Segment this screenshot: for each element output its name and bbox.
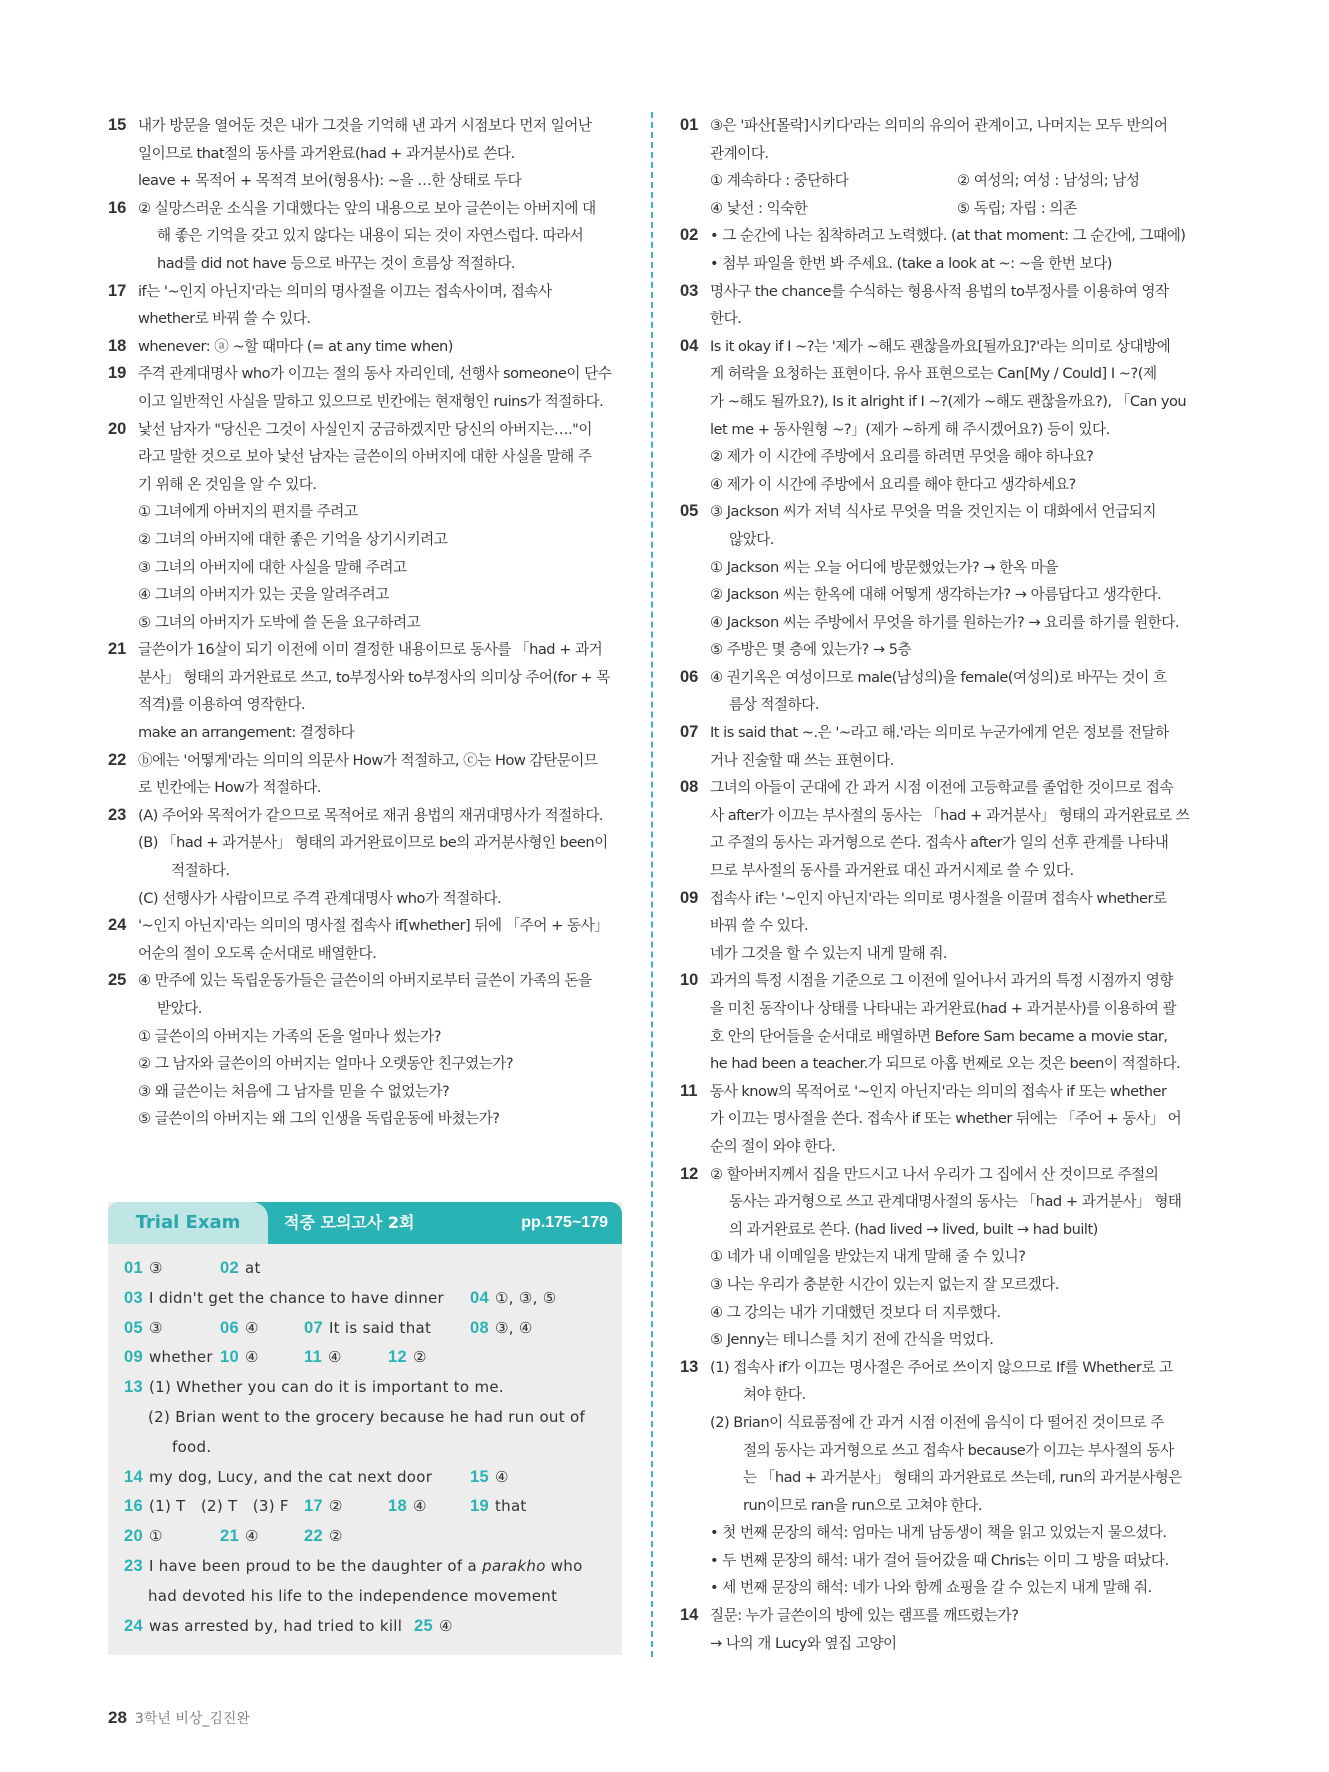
text-line: 가 이끄는 명사절을 쓴다. 접속사 if 또는 whether 뒤에는 「주어 + 동사」 어 [710,1110,1182,1128]
answer-value: whether [148,1348,213,1367]
answer-line: who [545,1556,583,1575]
text-line: had를 did not have 등으로 바꾸는 것이 흐름상 적절하다. [157,254,516,272]
text-line: 고 주절의 동사는 과거형으로 쓴다. 접속사 after가 일의 선후 관계를 나타내 [710,834,1169,852]
text-line: ⑤ 글쓴이의 아버지는 왜 그의 인생을 독립운동에 바쳤는가? [138,1110,500,1128]
explanation-item [680,664,1202,719]
answer-number: 16 [124,1497,143,1516]
option-pair-row [710,167,1202,195]
text-line: → 나의 개 Lucy와 옆집 고양이 [710,1634,897,1652]
item-number: 13 [680,1357,699,1376]
text-line: ③은 '파산[몰락]시키다'라는 의미의 유의어 관계이고, 나머지는 모두 반의어 [710,117,1168,134]
explanation-item [680,774,1202,884]
text-line: 라고 말한 것으로 보아 낯선 남자는 글쓴이의 아버지에 대한 사실을 말해 주 [138,448,592,466]
text-line: 동사 know의 목적어로 '~인지 아닌지'라는 의미의 접속사 if 또는 whether [710,1082,1167,1100]
text-line: 가 ~해도 될까요?), Is it alright if I ~?(제가 ~해도 괜찮을까요?), 「Can you [710,392,1187,410]
text-line: • 그 순간에 나는 침착하려고 노력했다. (at that moment: 그 순간에, 그때에) [710,227,1186,245]
item-number: 11 [680,1081,698,1100]
explanation-item [108,912,626,967]
text-line: ④ Jackson 씨는 주방에서 무엇을 하기를 원하는가? → 요리를 하기를 원한다. [710,613,1180,631]
answer-number: 20 [124,1527,143,1546]
answer-number: 01 [124,1259,143,1277]
answer-value: ③ [148,1318,163,1337]
answer-13 [124,1373,606,1462]
answer-number: 11 [304,1348,323,1367]
explanation-item [680,1354,1202,1602]
answer-value: ③, ④ [494,1318,533,1337]
text-line: 름상 적절하다. [729,696,819,714]
option-text: ① 계속하다 : 중단하다 [710,172,849,190]
answer-row [124,1492,606,1522]
answer-number: 02 [220,1259,239,1277]
text-line: 글쓴이가 16살이 되기 이전에 이미 결정한 내용이므로 동사를 「had + 과거 [138,641,603,659]
item-number: 19 [108,364,127,383]
page-number: 28 [108,1708,127,1727]
item-number: 04 [680,336,699,355]
answer-value: ④ [494,1467,509,1486]
column-divider [651,112,653,1657]
text-line: ③ 왜 글쓴이는 처음에 그 남자를 믿을 수 없었는가? [138,1082,450,1100]
item-number: 02 [680,226,699,245]
explanation-item [108,360,626,415]
item-number: 10 [680,971,699,990]
item-number: 06 [680,667,699,686]
text-line: 로 빈칸에는 How가 적절하다. [138,779,321,797]
answer-value: ① [148,1527,163,1546]
text-line: 네가 그것을 할 수 있는지 내게 말해 줘. [710,944,948,962]
text-line: 의 과거완료로 쓴다. (had lived → lived, built → had built) [729,1220,1098,1238]
text-line: ④ 제가 이 시간에 주방에서 요리를 해야 한다고 생각하세요? [710,475,1076,493]
explanation-item [680,333,1202,499]
explanation-item [108,112,626,195]
text-line: ② 할아버지께서 집을 만드시고 나서 우리가 그 집에서 산 것이므로 주절의 [710,1165,1159,1183]
item-number: 18 [108,336,127,355]
answer-italic-word: parakho [482,1556,546,1575]
text-line: (2) Brian이 식료품점에 간 과거 시점 이전에 음식이 다 떨어진 것이므로 주 [710,1413,1164,1431]
text-line: 질문: 누가 글쓴이의 방에 있는 램프를 깨뜨렸는가? [710,1607,1019,1625]
text-line: '~인지 아닌지'라는 의미의 명사절 접속사 if[whether] 뒤에 「주어 + 동사」 [138,917,609,935]
answer-number: 09 [124,1348,143,1367]
answer-value: ② [412,1348,427,1367]
explanation-item [108,747,626,802]
text-line: leave + 목적어 + 목적격 보어(형용사): ~을 …한 상태로 두다 [138,172,522,190]
answer-number: 21 [220,1527,239,1546]
text-line: let me + 동사원형 ~?」(제가 ~하게 해 주시겠어요?) 등이 있다. [710,420,1110,438]
item-number: 14 [680,1606,699,1625]
explanation-item [680,278,1202,333]
text-line: 을 미친 동작이나 상태를 나타내는 과거완료(had + 과거분사)를 이용하여 괄 [710,1000,1177,1017]
answer-23 [124,1552,606,1612]
option-text: ⑤ 독립; 자립 : 의존 [957,199,1077,217]
answer-number: 08 [470,1318,489,1337]
text-line: 내가 방문을 열어둔 것은 내가 그것을 기억해 낸 과거 시점보다 먼저 일어난 [138,117,592,134]
explanation-item [680,112,1202,222]
text-line: 분사」 형태의 과거완료로 쓰고, to부정사와 to부정사의 의미상 주어(for + 목 [138,668,610,686]
text-line: 관계이다. [710,144,769,162]
text-line: whether로 바꿔 쓸 수 있다. [138,310,311,328]
text-line: • 첫 번째 문장의 해석: 엄마는 내게 남동생이 책을 읽고 있었는지 물으셨다. [710,1524,1167,1542]
item-number: 01 [680,116,699,134]
text-line: • 첨부 파일을 한번 봐 주세요. (take a look at ~: ~을 한번 보다) [710,254,1112,272]
text-line: (B) 「had + 과거분사」 형태의 과거완료이므로 be의 과거분사형인 been이 [138,834,608,852]
answer-value: ④ [328,1348,342,1367]
answer-row [124,1463,606,1493]
option-pair-row [710,195,1202,223]
answer-number: 25 [414,1616,433,1635]
answer-number: 19 [470,1497,489,1516]
text-line: 과거의 특정 시점을 기준으로 그 이전에 일어나서 과거의 특정 시점까지 영향 [710,972,1173,990]
answer-number: 03 [124,1288,143,1307]
text-line: make an arrangement: 결정하다 [138,724,355,742]
text-line: (C) 선행사가 사람이므로 주격 관계대명사 who가 적절하다. [138,889,502,907]
answer-value: ② [328,1527,343,1546]
answer-value: It is said that [328,1318,432,1337]
text-line: ② 제가 이 시간에 주방에서 요리를 하려면 무엇을 해야 하나요? [710,448,1094,466]
text-line: ⑤ 그녀의 아버지가 도박에 쓸 돈을 요구하려고 [138,613,421,631]
text-line: ④ 그 강의는 내가 기대했던 것보다 더 지루했다. [710,1303,1001,1321]
trial-exam-pages: pp.175~179 [521,1214,608,1231]
text-line: he had been a teacher.가 되므로 아홉 번째로 오는 것은 been이 적절하다. [710,1055,1181,1073]
answer-number: 05 [124,1318,143,1337]
text-line: ⑤ 주방은 몇 층에 있는가? → 5층 [710,641,912,659]
option-text: ④ 낯선 : 익숙한 [710,199,808,217]
item-number: 23 [108,805,127,824]
text-line: ③ Jackson 씨가 저녁 식사로 무엇을 먹을 것인지는 이 대화에서 언급되지 [710,503,1156,521]
trial-exam-tab: Trial Exam [108,1202,268,1244]
item-number: 07 [680,723,699,742]
text-line: 해 좋은 기억을 갖고 있지 않다는 내용이 되는 것이 자연스럽다. 따라서 [157,227,584,245]
text-line: ③ 나는 우리가 충분한 시간이 있는지 없는지 잘 모르겠다. [710,1275,1059,1293]
text-line: It is said that ~.은 '~라고 해.'라는 의미로 누군가에게 얻은 정보를 전달하 [710,724,1169,742]
text-line: ① Jackson 씨는 오늘 어디에 방문했었는가? → 한옥 마을 [710,558,1058,576]
answer-line: (2) Brian went to the grocery because he had run out of [148,1407,586,1426]
answer-row [124,1522,606,1552]
answer-value: (1) T (2) T (3) F [148,1497,289,1516]
text-line: 받았다. [157,1000,202,1017]
answer-number: 06 [220,1318,239,1337]
answer-key [108,1244,622,1641]
text-line: • 세 번째 문장의 해석: 네가 나와 함께 쇼핑을 갈 수 있는지 내게 말해 줘. [710,1579,1152,1597]
answer-value: I didn't get the chance to have dinner [148,1288,445,1307]
text-line: 명사구 the chance를 수식하는 형용사적 용법의 to부정사를 이용하여 영작 [710,282,1169,300]
explanation-item [680,1078,1202,1161]
text-line: ① 네가 내 이메일을 받았는지 내게 말해 줄 수 있니? [710,1248,1026,1266]
text-line: ⑤ Jenny는 테니스를 치기 전에 간식을 먹었다. [710,1331,994,1349]
answer-value: at [244,1259,261,1277]
answer-row [124,1314,606,1344]
answer-row [124,1254,606,1284]
text-line: 않았다. [729,530,774,548]
answer-row [124,1343,606,1373]
item-number: 24 [108,916,127,935]
explanation-item [108,333,626,361]
answer-value: ③ [148,1259,163,1277]
answer-value: ④ [412,1497,427,1516]
answer-value: ①, ③, ⑤ [494,1288,557,1307]
answer-number: 15 [470,1467,489,1486]
explanation-item [680,222,1202,277]
answer-value: ④ [244,1348,259,1367]
text-line: 접속사 if는 '~인지 아닌지'라는 의미로 명사절을 이끌며 접속사 whether로 [710,889,1167,907]
text-line: ① 그녀에게 아버지의 편지를 주려고 [138,503,358,521]
answer-number: 14 [124,1467,143,1486]
answer-value: ④ [438,1616,453,1635]
text-line: if는 '~인지 아닌지'라는 의미의 명사절을 이끄는 접속사이며, 접속사 [138,282,552,300]
explanation-item [680,1161,1202,1354]
item-number: 12 [680,1164,699,1183]
trial-exam-title: 적중 모의고사 2회 [284,1213,415,1232]
explanation-item [680,885,1202,968]
text-line: 낯선 남자가 "당신은 그것이 사실인지 궁금하겠지만 당신의 아버지는…."이 [138,420,592,438]
explanation-item [108,195,626,278]
item-number: 16 [108,198,127,217]
answer-line: had devoted his life to the independence movement [148,1586,558,1605]
text-line: 한다. [710,310,742,328]
answer-value: ② [328,1497,343,1516]
answer-number: 13 [124,1378,143,1397]
answer-number: 24 [124,1616,143,1635]
right-column [680,112,1202,1657]
answer-row [124,1284,606,1314]
footer-text: 3학년 비상_김진완 [134,1711,250,1727]
text-line: 그녀의 아들이 군대에 간 과거 시점 이전에 고등학교를 졸업한 것이므로 접속 [710,779,1173,797]
answer-number: 07 [304,1318,323,1337]
answer-line: food. [172,1437,212,1456]
text-line: 기 위해 온 것임을 알 수 있다. [138,475,317,493]
left-column [108,112,626,1133]
text-line: 므로 부사절의 동사를 과거완료 대신 과거시제로 쓸 수 있다. [710,862,1074,880]
item-number: 05 [680,502,699,521]
explanation-item [680,719,1202,774]
item-number: 08 [680,778,699,797]
text-line: 어순의 절이 오도록 순서대로 배열한다. [138,944,377,962]
text-line: ④ 만주에 있는 독립운동가들은 글쓴이의 아버지로부터 글쓴이 가족의 돈을 [138,972,592,990]
answer-number: 10 [220,1348,239,1367]
item-number: 21 [108,640,127,659]
explanation-item [108,416,626,637]
answer-line: I have been proud to be the daughter of a [148,1556,483,1575]
text-line: 바꿔 쓸 수 있다. [710,917,809,935]
text-line: 절의 동사는 과거형으로 쓰고 접속사 because가 이끄는 부사절의 동사 [743,1441,1174,1459]
answer-number: 22 [304,1527,323,1546]
text-line: 적격)를 이용하여 영작한다. [138,696,306,714]
text-line: 동사는 과거형으로 쓰고 관계대명사절의 동사는 「had + 과거분사」 형태 [729,1193,1182,1211]
text-line: ② 그 남자와 글쓴이의 아버지는 얼마나 오랫동안 친구였는가? [138,1055,514,1073]
explanation-item [108,802,626,912]
text-line: ④ 그녀의 아버지가 있는 곳을 알려주려고 [138,586,389,604]
text-line: • 두 번째 문장의 해석: 내가 걸어 들어갔을 때 Chris는 이미 그 방을 떠났다. [710,1551,1169,1569]
page-footer [108,1708,250,1728]
explanation-item [108,278,626,333]
text-line: (A) 주어와 목적어가 같으므로 목적어로 재귀 용법의 재귀대명사가 적절하다. [138,806,604,824]
answer-value: my dog, Lucy, and the cat next door [148,1467,433,1486]
text-line: ③ 그녀의 아버지에 대한 사실을 말해 주려고 [138,558,407,576]
text-line: 적절하다. [171,862,230,880]
text-line: ② Jackson 씨는 한옥에 대해 어떻게 생각하는가? → 아름답다고 생각한다. [710,586,1162,604]
text-line: ⓑ에는 '어떻게'라는 의미의 의문사 How가 적절하고, ⓒ는 How 감탄문이므 [138,751,598,769]
item-number: 25 [108,971,127,990]
answer-value: ④ [244,1527,259,1546]
text-line: 쳐야 한다. [743,1386,806,1404]
text-line: 게 허락을 요청하는 표현이다. 유사 표현으로는 Can[My / Could] I ~?(제 [710,365,1157,383]
trial-exam-answer-box [108,1202,622,1655]
explanation-item [680,967,1202,1077]
explanation-item [108,636,626,746]
option-text: ② 여성의; 여성 : 남성의; 남성 [957,172,1140,190]
text-line: ④ 권기옥은 여성이므로 male(남성의)을 female(여성의)로 바꾸는 것이 흐 [710,668,1167,686]
item-number: 09 [680,888,699,907]
text-line: 순의 절이 와야 한다. [710,1137,836,1155]
answer-row [124,1612,606,1642]
answer-value: was arrested by, had tried to kill [148,1616,403,1635]
item-number: 22 [108,750,127,769]
explanation-item [108,967,626,1133]
item-number: 15 [108,116,127,134]
answer-number: 23 [124,1556,143,1575]
text-line: 거나 진술할 때 쓰는 표현이다. [710,751,894,769]
text-line: 일이므로 that절의 동사를 과거완료(had + 과거분사)로 쓴다. [138,144,515,162]
text-line: 이고 일반적인 사실을 말하고 있으므로 빈칸에는 현재형인 ruins가 적절하다. [138,392,604,410]
text-line: (1) 접속사 if가 이끄는 명사절은 주어로 쓰이지 않으므로 If를 Whether로 고 [710,1358,1173,1376]
text-line: Is it okay if I ~?는 '제가 ~해도 괜찮을까요[될까요]?'라는 의미로 상대방에 [710,337,1171,355]
item-number: 17 [108,281,127,300]
answer-number: 12 [388,1348,407,1367]
answer-number: 17 [304,1497,323,1516]
answer-number: 18 [388,1497,407,1516]
answer-value: that [494,1497,527,1516]
text-line: 주격 관계대명사 who가 이끄는 절의 동사 자리인데, 선행사 someone이 단수 [138,365,612,383]
text-line: ② 그녀의 아버지에 대한 좋은 기억을 상기시키려고 [138,530,448,548]
explanation-item [680,1602,1202,1657]
text-line: ② 실망스러운 소식을 기대했다는 앞의 내용으로 보아 글쓴이는 아버지에 대 [138,199,596,217]
text-line: ① 글쓴이의 아버지는 가족의 돈을 얼마나 썼는가? [138,1027,442,1045]
text-line: 는 「had + 과거분사」 형태의 과거완료로 쓰는데, run의 과거분사형은 [743,1469,1182,1487]
answer-value: ④ [244,1318,259,1337]
trial-exam-header [108,1202,622,1244]
explanation-item [680,498,1202,664]
item-number: 03 [680,281,699,300]
text-line: 호 안의 단어들을 순서대로 배열하면 Before Sam became a movie star, [710,1027,1168,1045]
answer-number: 04 [470,1288,489,1307]
item-number: 20 [108,419,127,438]
answer-line: (1) Whether you can do it is important to me. [148,1378,504,1397]
text-line: run이므로 ran을 run으로 고쳐야 한다. [743,1496,982,1514]
text-line: 사 after가 이끄는 부사절의 동사는 「had + 과거분사」 형태의 과거완료로 쓰 [710,806,1190,824]
text-line: whenever: ⓐ ~할 때마다 (= at any time when) [138,337,453,355]
